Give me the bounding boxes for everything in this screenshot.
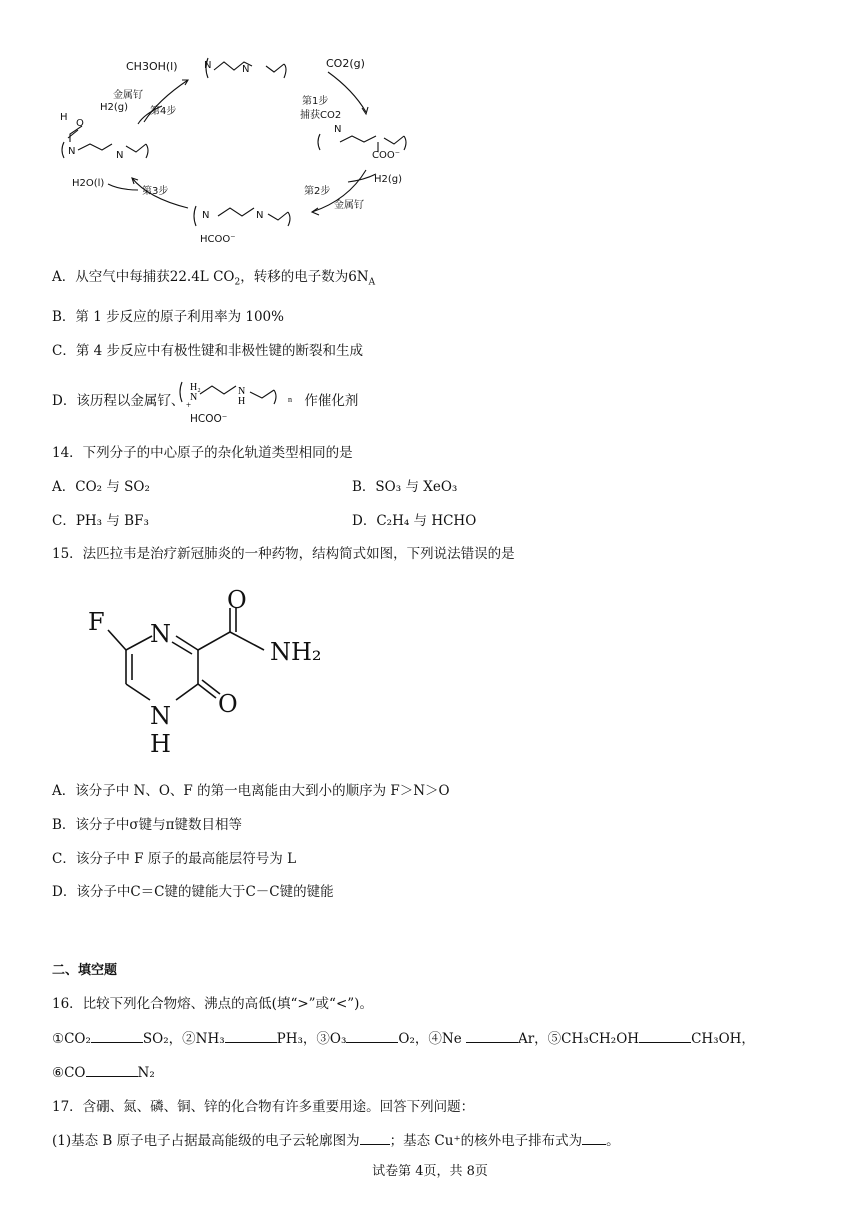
q16-blank-6[interactable] [86, 1064, 138, 1077]
h2-gas-label-1: H2(g) [100, 102, 129, 113]
q16-blank-2[interactable] [225, 1030, 277, 1043]
q15-option-c: C．该分子中 F 原子的最高能层符号为 L [52, 851, 297, 867]
q17-blank-1[interactable] [360, 1132, 390, 1145]
polymer-bottom-n1: N [202, 210, 210, 221]
cycle-drawing [48, 50, 428, 255]
co2-gas-label: CO2(g) [326, 57, 365, 70]
q14-option-a: A．CO₂ 与 SO₂ [52, 479, 150, 495]
q13-option-b: B．第 1 步反应的原子利用率为 100% [52, 309, 284, 325]
step2-label: 第2步 [304, 186, 331, 197]
q15-option-a: A．该分子中 N、O、F 的第一电离能由大到小的顺序为 F＞N＞O [52, 783, 450, 799]
polymer-right-n: N [334, 124, 342, 135]
metal-catalyst-label-2: 金属钌 [334, 200, 364, 211]
q17-stem: 17．含硼、氮、磷、铜、锌的化合物有许多重要用途。回答下列问题： [52, 1099, 475, 1115]
q17-part1: (1)基态 B 原子电子占据最高能级的电子云轮廓图为 ；基态 Cu⁺的核外电子排布式为 。 [52, 1133, 620, 1149]
polymer-top-n1: N [204, 60, 212, 71]
section-heading: 二、填空题 [52, 963, 118, 978]
q14-stem: 14．下列分子的中心原子的杂化轨道类型相同的是 [52, 445, 353, 461]
atom-o-carbonyl: O [227, 586, 247, 614]
q16-blank-1[interactable] [91, 1030, 143, 1043]
q14-option-c: C．PH₃ 与 BF₃ [52, 513, 149, 529]
atom-n-ring-top: N [150, 620, 171, 648]
structure-bonds [80, 586, 340, 756]
atom-nh2: NH₂ [270, 638, 322, 666]
atom-o-ring: O [218, 690, 238, 718]
q13-option-d: D．该历程以金属钌、 作催化剂 [52, 393, 359, 409]
q17-blank-2[interactable] [582, 1132, 606, 1145]
q16-stem: 16．比较下列化合物熔、沸点的高低(填“>”或“<”)。 [52, 996, 373, 1012]
water-label: H2O(l) [72, 178, 105, 189]
q16-blank-4[interactable] [466, 1030, 518, 1043]
page-footer: 试卷第 4页，共 8页 [372, 1164, 488, 1179]
q15-option-b: B．该分子中σ键与π键数目相等 [52, 817, 243, 833]
h2-gas-label-2: H2(g) [374, 174, 403, 185]
polymer-left-n2: N [116, 150, 124, 161]
svg-text:H: H [238, 396, 246, 407]
svg-text:n: n [288, 395, 292, 404]
q13-option-c: C．第 4 步反应中有极性键和非极性键的断裂和生成 [52, 343, 364, 359]
atom-h: H [150, 730, 171, 758]
formyl-o: O [76, 118, 84, 129]
q16-items-line2: ⑥CO N₂ [52, 1065, 155, 1081]
coo-label: COO⁻ [372, 150, 401, 161]
capture-co2-label: 捕获CO2 [300, 110, 342, 121]
q15-option-d: D．该分子中C＝C键的键能大于C－C键的键能 [52, 884, 334, 900]
svg-text:H₂: H₂ [190, 382, 201, 393]
polymer-top-n2: N [242, 64, 250, 75]
q16-blank-5[interactable] [639, 1030, 691, 1043]
option-d-polymer [176, 376, 306, 416]
q14-option-d: D．C₂H₄ 与 HCHO [352, 513, 477, 529]
q16-blank-3[interactable] [346, 1030, 398, 1043]
option-d-formate: HCOO⁻ [190, 413, 228, 425]
polymer-bottom-n2: N [256, 210, 264, 221]
svg-text:N: N [190, 392, 198, 403]
q16-items-line1: ①CO₂ SO₂，②NH₃ PH₃，③O₃ O₂，④Ne Ar，⑤CH₃CH₂OH CH₃OH， [52, 1031, 755, 1047]
step3-label: 第3步 [142, 186, 169, 197]
svg-text:+: + [186, 400, 192, 410]
q13-option-a: A．从空气中每捕获22.4L $CO_2$，转移的电子数为$6N_A$ [52, 269, 376, 288]
methanol-label: CH3OH(l) [126, 60, 178, 73]
formyl-h: H [60, 112, 68, 123]
atom-f: F [88, 608, 105, 636]
svg-text:N: N [238, 386, 246, 397]
q14-option-b: B．SO₃ 与 XeO₃ [352, 479, 458, 495]
step1-label: 第1步 [302, 96, 329, 107]
q15-stem: 15．法匹拉韦是治疗新冠肺炎的一种药物，结构简式如图，下列说法错误的是 [52, 546, 515, 562]
step4-label: 第4步 [150, 106, 177, 117]
formate-label: HCOO⁻ [200, 234, 236, 245]
metal-catalyst-label-1: 金属钌 [113, 90, 143, 101]
atom-n-ring-bottom: N [150, 702, 171, 730]
polymer-left-n1: N [68, 146, 76, 157]
